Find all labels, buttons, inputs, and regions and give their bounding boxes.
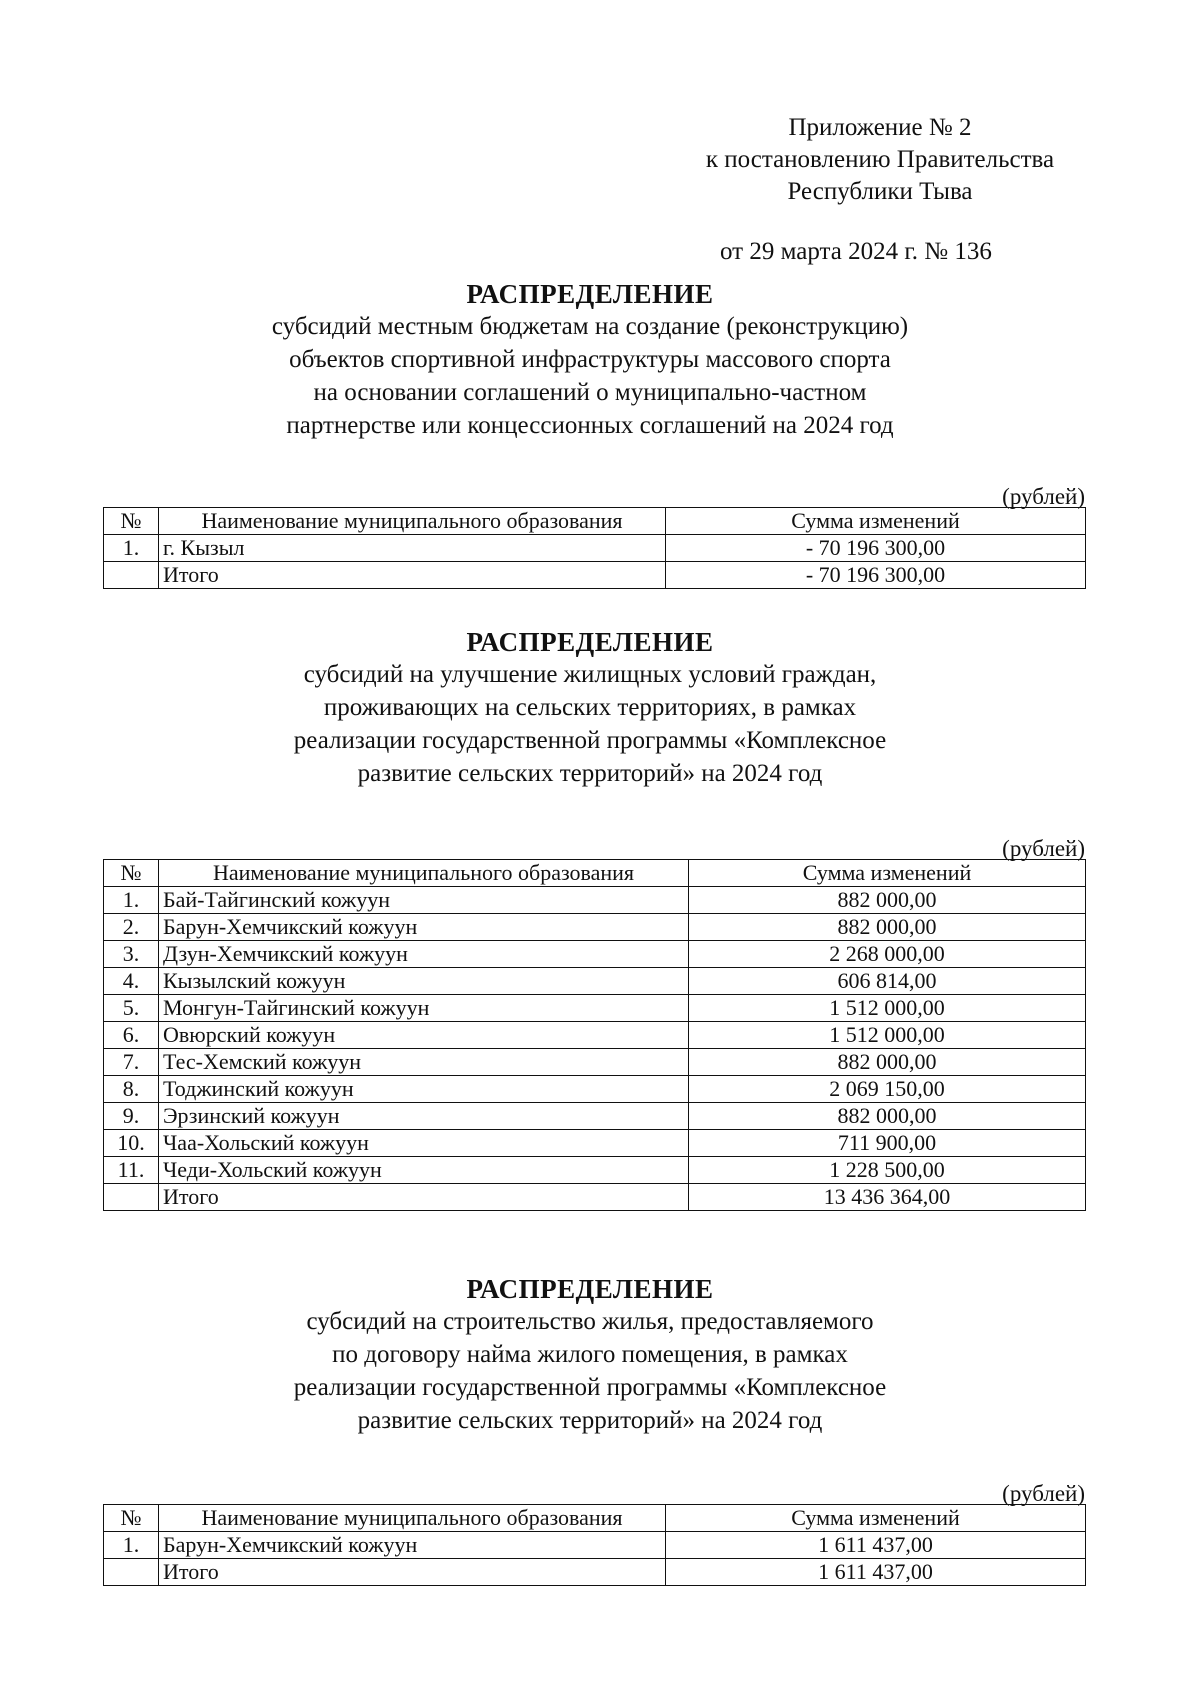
row-number: 1.: [104, 535, 159, 562]
row-municipality: г. Кызыл: [159, 535, 666, 562]
section-subtitle-line: реализации государственной программы «Комплексное: [293, 1374, 887, 1401]
row-amount: 711 900,00: [689, 1130, 1086, 1157]
column-header-sum: Сумма изменений: [666, 1505, 1086, 1532]
table-row: [104, 1157, 1086, 1184]
distribution-table: [103, 859, 1086, 1211]
row-amount: 882 000,00: [689, 914, 1086, 941]
row-municipality: Кызылский кожуун: [159, 968, 689, 995]
table-header-row: [104, 508, 1086, 535]
row-municipality: Дзун-Хемчикский кожуун: [159, 941, 689, 968]
table-row: [104, 914, 1086, 941]
row-number: 11.: [104, 1157, 159, 1184]
section-title: РАСПРЕДЕЛЕНИЕ: [466, 1274, 714, 1304]
section-subtitle-line: развитие сельских территорий» на 2024 год: [357, 760, 823, 787]
row-municipality: Чаа-Хольский кожуун: [159, 1130, 689, 1157]
row-amount: 2 268 000,00: [689, 941, 1086, 968]
column-header-name: Наименование муниципального образования: [159, 1505, 666, 1532]
row-number: 1.: [104, 1532, 159, 1559]
row-municipality: Эрзинский кожуун: [159, 1103, 689, 1130]
section-title: РАСПРЕДЕЛЕНИЕ: [466, 279, 714, 309]
section-subtitle-line: объектов спортивной инфраструктуры массового спорта: [289, 346, 891, 373]
distribution-table: [103, 507, 1086, 589]
table-header-row: [104, 1505, 1086, 1532]
row-amount: 882 000,00: [689, 1103, 1086, 1130]
section-subtitle-line: субсидий на строительство жилья, предоставляемого: [306, 1308, 874, 1335]
row-number: 1.: [104, 887, 159, 914]
row-amount: 1 512 000,00: [689, 1022, 1086, 1049]
table-row: [104, 1022, 1086, 1049]
unit-label: (рублей): [1002, 836, 1085, 861]
row-amount: 1 611 437,00: [666, 1559, 1086, 1586]
row-amount: 1 228 500,00: [689, 1157, 1086, 1184]
column-header-sum: Сумма изменений: [666, 508, 1086, 535]
row-amount: 1 611 437,00: [666, 1532, 1086, 1559]
row-municipality: Барун-Хемчикский кожуун: [159, 1532, 666, 1559]
table-row: [104, 1076, 1086, 1103]
row-number: [104, 562, 159, 589]
table-row: [104, 1103, 1086, 1130]
row-amount: 882 000,00: [689, 1049, 1086, 1076]
section-subtitle-line: реализации государственной программы «Комплексное: [293, 727, 887, 754]
distribution-table: [103, 1504, 1086, 1586]
row-number: 2.: [104, 914, 159, 941]
row-municipality: Овюрский кожуун: [159, 1022, 689, 1049]
table-row: [104, 1049, 1086, 1076]
row-municipality: Тоджинский кожуун: [159, 1076, 689, 1103]
table-row: [104, 968, 1086, 995]
section-subtitle-line: проживающих на сельских территориях, в рамках: [323, 694, 857, 721]
unit-label: (рублей): [1002, 1481, 1085, 1506]
table-total-row: [104, 1184, 1086, 1211]
row-municipality: Тес-Хемский кожуун: [159, 1049, 689, 1076]
table-row: [104, 1130, 1086, 1157]
table-row: [104, 887, 1086, 914]
table-header-row: [104, 860, 1086, 887]
row-number: 5.: [104, 995, 159, 1022]
row-number: 4.: [104, 968, 159, 995]
row-amount: 2 069 150,00: [689, 1076, 1086, 1103]
table-total-row: [104, 1559, 1086, 1586]
unit-label: (рублей): [1002, 484, 1085, 509]
column-header-num: №: [104, 508, 159, 535]
column-header-num: №: [104, 860, 159, 887]
section-subtitle-line: развитие сельских территорий» на 2024 год: [357, 1407, 823, 1434]
section-subtitle-line: по договору найма жилого помещения, в рамках: [332, 1341, 848, 1368]
column-header-num: №: [104, 1505, 159, 1532]
section-heading: [180, 1273, 1000, 1437]
row-number: 10.: [104, 1130, 159, 1157]
row-number: 9.: [104, 1103, 159, 1130]
row-number: 8.: [104, 1076, 159, 1103]
section-heading: [180, 626, 1000, 790]
row-amount: 882 000,00: [689, 887, 1086, 914]
row-number: 3.: [104, 941, 159, 968]
row-municipality: Итого: [159, 1184, 689, 1211]
row-municipality: Бай-Тайгинский кожуун: [159, 887, 689, 914]
table-row: [104, 1532, 1086, 1559]
row-amount: - 70 196 300,00: [666, 535, 1086, 562]
column-header-name: Наименование муниципального образования: [159, 508, 666, 535]
appendix-line: Республики Тыва: [787, 178, 973, 205]
table-row: [104, 941, 1086, 968]
row-municipality: Монгун-Тайгинский кожуун: [159, 995, 689, 1022]
table-row: [104, 995, 1086, 1022]
row-amount: 1 512 000,00: [689, 995, 1086, 1022]
section-subtitle-line: субсидий на улучшение жилищных условий граждан,: [303, 661, 877, 688]
section-heading: [180, 278, 1000, 442]
section-subtitle-line: партнерстве или концессионных соглашений на 2024 год: [286, 412, 894, 439]
row-municipality: Итого: [159, 562, 666, 589]
section-subtitle-line: субсидий местным бюджетам на создание (реконструкцию): [271, 313, 909, 340]
row-amount: 606 814,00: [689, 968, 1086, 995]
section-subtitle-line: на основании соглашений о муниципально-частном: [313, 379, 867, 406]
section-title: РАСПРЕДЕЛЕНИЕ: [466, 627, 714, 657]
column-header-name: Наименование муниципального образования: [159, 860, 689, 887]
table-total-row: [104, 562, 1086, 589]
row-municipality: Итого: [159, 1559, 666, 1586]
row-municipality: Чеди-Хольский кожуун: [159, 1157, 689, 1184]
resolution-date: от 29 марта 2024 г. № 136: [720, 238, 992, 265]
table-row: [104, 535, 1086, 562]
row-municipality: Барун-Хемчикский кожуун: [159, 914, 689, 941]
row-number: 7.: [104, 1049, 159, 1076]
appendix-block: [680, 112, 1080, 208]
row-number: 6.: [104, 1022, 159, 1049]
appendix-line: к постановлению Правительства: [705, 146, 1055, 173]
appendix-line: Приложение № 2: [788, 114, 972, 141]
row-number: [104, 1184, 159, 1211]
row-number: [104, 1559, 159, 1586]
row-amount: - 70 196 300,00: [666, 562, 1086, 589]
row-amount: 13 436 364,00: [689, 1184, 1086, 1211]
column-header-sum: Сумма изменений: [689, 860, 1086, 887]
